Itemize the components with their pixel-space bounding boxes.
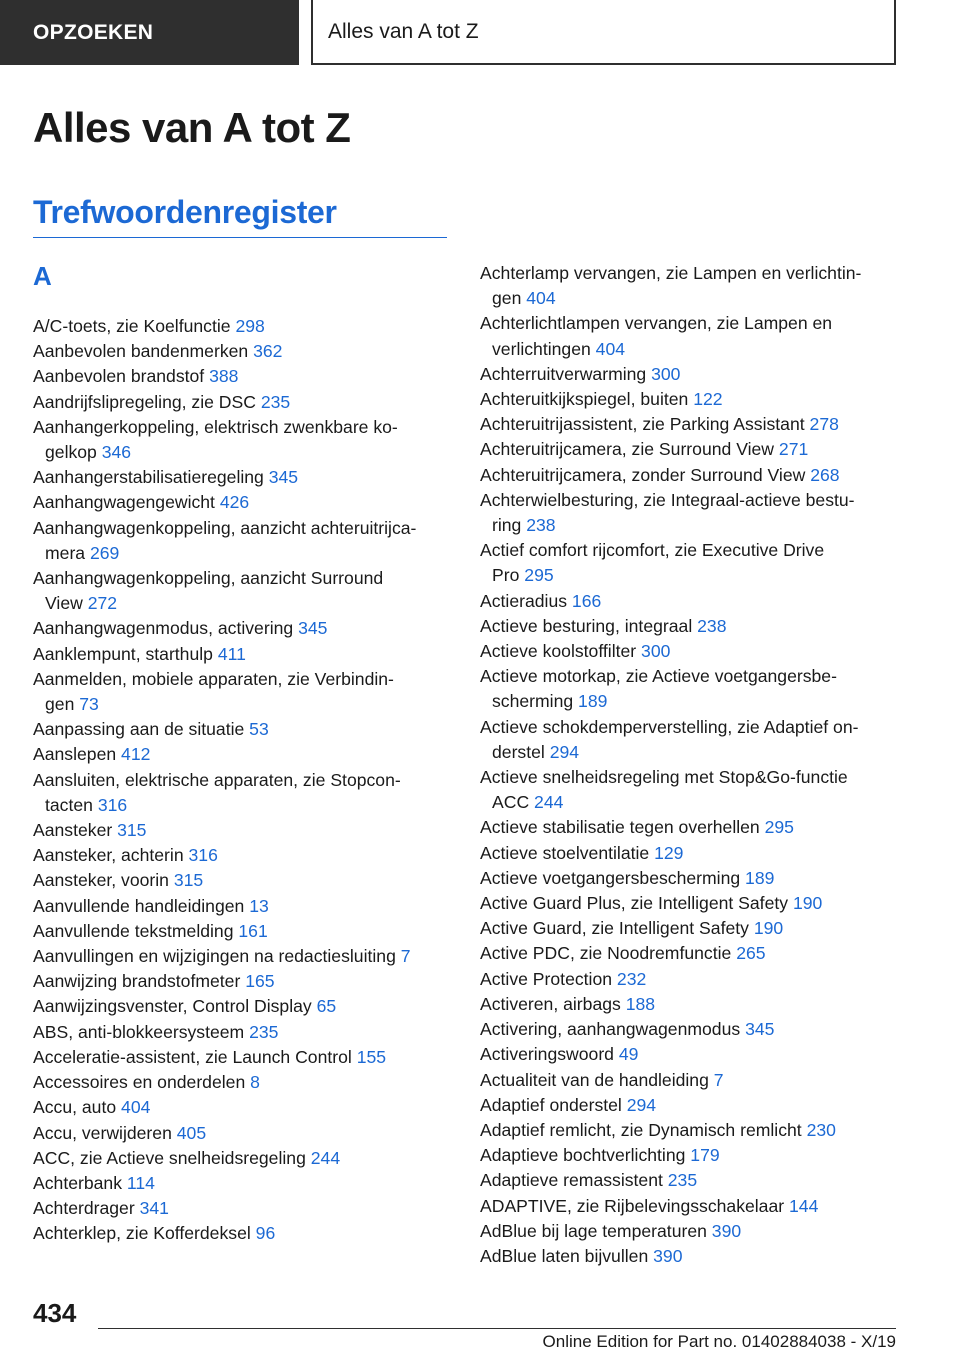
index-entry	[480, 891, 900, 916]
page-reference-link[interactable]: 165	[245, 971, 275, 992]
index-entry	[33, 768, 453, 818]
page-reference-link[interactable]: 405	[176, 1122, 207, 1143]
index-entry-text: Aansteker	[33, 820, 118, 841]
index-entry-text: mera	[45, 542, 90, 563]
index-entry-text: Aanhangwagengewicht	[33, 492, 220, 513]
index-entry	[33, 969, 453, 994]
page-title: Alles van A tot Z	[33, 104, 351, 151]
page-reference-link[interactable]: 13	[249, 895, 269, 916]
page-reference-link[interactable]: 404	[595, 338, 626, 359]
index-entry-text: Achterlichtlampen vervangen, zie Lampen en	[480, 313, 833, 334]
page-reference-link[interactable]: 188	[625, 993, 656, 1014]
index-entry-text: AdBlue laten bijvullen	[480, 1245, 654, 1266]
page-reference-link[interactable]: 390	[653, 1245, 683, 1266]
index-entry-text: Actieradius	[480, 590, 572, 611]
page-reference-link[interactable]: 49	[618, 1044, 639, 1065]
page-reference-link[interactable]: 271	[778, 439, 809, 460]
index-entry	[33, 616, 453, 641]
index-entry-text: Adaptieve bochtverlichting	[480, 1145, 691, 1166]
page-reference-link[interactable]: 295	[524, 565, 554, 586]
index-entry-text: Aanbevolen brandstof	[33, 366, 210, 387]
page-reference-link[interactable]: 190	[792, 893, 823, 914]
page-reference-link[interactable]: 65	[316, 996, 337, 1017]
index-entry	[33, 1045, 453, 1070]
index-entry	[480, 1093, 900, 1118]
index-entry	[480, 311, 900, 361]
index-entry	[480, 261, 900, 311]
page-reference-link[interactable]: 189	[745, 867, 775, 888]
index-entry-text: Adaptief onderstel	[480, 1094, 627, 1115]
index-entry	[33, 415, 453, 465]
page-reference-link[interactable]: 238	[697, 615, 727, 636]
page-number: 434	[33, 1298, 77, 1328]
index-entry	[480, 841, 900, 866]
index-entry	[480, 1017, 900, 1042]
index-entry-text: Aanslepen	[33, 744, 122, 765]
footer-divider	[98, 1328, 896, 1329]
page-reference-link[interactable]: 346	[101, 442, 132, 463]
index-entry	[480, 765, 900, 815]
page-reference-link[interactable]: 96	[255, 1223, 276, 1244]
index-entry	[480, 715, 900, 765]
page-reference-link[interactable]: 345	[745, 1019, 775, 1040]
index-entry	[33, 364, 453, 389]
index-entry	[480, 1143, 900, 1168]
page-reference-link[interactable]: 300	[641, 641, 671, 662]
index-entry	[33, 894, 453, 919]
page-reference-link[interactable]: 426	[219, 492, 250, 513]
index-entry	[33, 1121, 453, 1146]
page-reference-link[interactable]: 298	[235, 316, 265, 336]
index-entry-text: Actieve stoelventilatie	[480, 842, 655, 863]
page-reference-link[interactable]: 114	[126, 1172, 155, 1193]
index-entry-text: Achteruitrijassistent, zie Parking Assistant	[480, 414, 810, 435]
page-reference-link[interactable]: 315	[173, 870, 204, 891]
index-entry-text: Aansluiten, elektrische apparaten, zie Stopcon-	[33, 769, 401, 790]
page-reference-link[interactable]: 244	[310, 1147, 341, 1168]
index-entry-text: Accessoires en onderdelen	[33, 1072, 251, 1093]
index-letter-heading: A	[33, 261, 52, 291]
index-entry	[33, 465, 453, 490]
index-entry	[480, 463, 900, 488]
index-entry	[480, 1042, 900, 1067]
footer-edition-text: Online Edition for Part no. 01402884038 - X/19	[542, 1332, 896, 1351]
index-entry-text: Actieve schokdemperverstelling, zie Adaptief on-	[480, 716, 859, 737]
page-reference-link[interactable]: 316	[97, 794, 128, 815]
index-entry	[33, 818, 453, 843]
index-entry	[33, 843, 453, 868]
index-entry-text: verlichtingen	[492, 338, 596, 359]
page-reference-link[interactable]: 412	[121, 744, 151, 765]
index-entry-text: Activeren, airbags	[480, 993, 626, 1014]
index-entry	[33, 944, 453, 969]
index-entry-text: Aanhangerkoppeling, elektrisch zwenkbare ko-	[33, 416, 398, 437]
index-entry	[480, 538, 900, 588]
page-reference-link[interactable]: 235	[249, 1021, 279, 1042]
index-entry-text: Adaptief remlicht, zie Dynamisch remlicht	[480, 1119, 807, 1140]
index-entry	[480, 1219, 900, 1244]
index-entry-text: Achterruitverwarming	[480, 363, 652, 384]
page-reference-link[interactable]: 295	[764, 817, 794, 838]
index-entry-text: Aanwijzing brandstofmeter	[33, 971, 246, 992]
index-entry	[33, 1020, 453, 1045]
section-tab-lookup[interactable]	[0, 0, 299, 65]
index-entry	[33, 868, 453, 893]
index-entry-text: A/C-toets, zie Koelfunctie	[33, 316, 236, 336]
index-entry-text: Aanklempunt, starthulp	[33, 643, 218, 664]
page-reference-link[interactable]: 404	[121, 1097, 151, 1118]
page-reference-link[interactable]: 53	[249, 719, 269, 740]
index-entry-text: Achterbank	[33, 1172, 127, 1193]
page-reference-link[interactable]: 278	[809, 414, 839, 435]
index-entry	[33, 1221, 453, 1246]
section-subtitle: Trefwoordenregister	[33, 194, 447, 238]
index-entry	[33, 919, 453, 944]
page-reference-link[interactable]: 122	[693, 389, 723, 410]
index-entry-text: Achterklep, zie Kofferdeksel	[33, 1223, 256, 1244]
index-entry	[33, 667, 453, 717]
index-entry-text: ring	[492, 515, 527, 536]
index-entry	[480, 589, 900, 614]
page-reference-link[interactable]: 230	[806, 1119, 836, 1140]
index-entry-text: Aanpassing aan de situatie	[33, 719, 250, 740]
index-entry-text: Accu, auto	[33, 1097, 122, 1118]
index-entry-text: Adaptieve remassistent	[480, 1170, 668, 1191]
index-entry-text: Activering, aanhangwagenmodus	[480, 1019, 746, 1040]
index-entry-text: Actualiteit van de handleiding	[480, 1069, 714, 1090]
section-tab-label: OPZOEKEN	[33, 20, 154, 44]
page-reference-link[interactable]: 345	[298, 618, 328, 639]
index-entry-text: gen	[45, 694, 80, 715]
index-entry-text: derstel	[492, 741, 550, 762]
index-entry-text: Aansteker, achterin	[33, 845, 189, 866]
index-entry-text: Achterwielbesturing, zie Integraal-actieve bestu-	[480, 489, 855, 510]
index-entry	[33, 566, 453, 616]
index-entry	[480, 639, 900, 664]
index-entry-text: Actieve stabilisatie tegen overhellen	[480, 817, 765, 838]
page-reference-link[interactable]: 272	[87, 593, 118, 614]
index-entry-text: Aanhangwagenkoppeling, aanzicht Surround	[33, 568, 384, 589]
index-entry-text: tacten	[45, 794, 98, 815]
page-reference-link[interactable]: 232	[616, 968, 647, 989]
page-reference-link[interactable]: 269	[89, 542, 120, 563]
page-reference-link[interactable]: 300	[651, 363, 681, 384]
page-reference-link[interactable]: 235	[667, 1170, 698, 1191]
index-entry-text: Activeringswoord	[480, 1044, 619, 1065]
index-entry-text: Actieve snelheidsregeling met Stop&Go-functie	[480, 767, 848, 788]
page-reference-link[interactable]: 238	[526, 515, 556, 536]
index-entry	[33, 994, 453, 1019]
page-reference-link[interactable]: 341	[139, 1198, 169, 1219]
page-reference-link[interactable]: 7	[713, 1069, 724, 1090]
chapter-header-label: Alles van A tot Z	[328, 19, 479, 43]
index-entry	[33, 1095, 453, 1120]
index-entry-text: ACC	[492, 792, 535, 813]
index-entry-text: Actieve voetgangersbescherming	[480, 867, 746, 888]
page-reference-link[interactable]: 129	[654, 842, 684, 863]
index-entry-text: Actief comfort rijcomfort, zie Executive Drive	[480, 540, 825, 561]
page-reference-link[interactable]: 7	[400, 946, 411, 967]
index-entry-text: View	[45, 593, 88, 614]
index-entry-text: Achteruitrijcamera, zonder Surround View	[480, 464, 811, 485]
index-entry-text: ABS, anti-blokkeersysteem	[33, 1021, 250, 1042]
index-entry	[33, 1070, 453, 1095]
index-entry-text: gen	[492, 288, 527, 309]
index-entry-text: Aanvullende handleidingen	[33, 895, 250, 916]
index-entry	[480, 866, 900, 891]
page-reference-link[interactable]: 189	[578, 691, 608, 712]
index-entry-text: gelkop	[45, 442, 102, 463]
index-entry-text: Active PDC, zie Noodremfunctie	[480, 943, 737, 964]
index-entry	[33, 490, 453, 515]
index-entry	[480, 488, 900, 538]
page-reference-link[interactable]: 8	[250, 1072, 260, 1093]
page-reference-link[interactable]: 315	[117, 820, 147, 841]
page-reference-link[interactable]: 73	[79, 694, 99, 715]
index-entry	[480, 815, 900, 840]
page-reference-link[interactable]: 316	[188, 845, 218, 866]
page-reference-link[interactable]: 155	[356, 1046, 387, 1067]
index-entry	[480, 967, 900, 992]
index-column-right	[480, 261, 900, 1269]
index-entry	[33, 1196, 453, 1221]
page-reference-link[interactable]: 411	[217, 643, 246, 664]
index-entry-text: Aanbevolen bandenmerken	[33, 341, 254, 362]
index-entry-text: Aanvullingen en wijzigingen na redactiesluiting	[33, 946, 401, 967]
index-entry	[480, 387, 900, 412]
index-entry	[480, 437, 900, 462]
index-entry-text: Active Guard Plus, zie Intelligent Safety	[480, 893, 793, 914]
index-entry-text: AdBlue bij lage temperaturen	[480, 1220, 712, 1241]
index-entry	[480, 1194, 900, 1219]
page-reference-link[interactable]: 144	[789, 1195, 819, 1216]
index-entry	[480, 1168, 900, 1193]
index-entry-text: ACC, zie Actieve snelheidsregeling	[33, 1147, 311, 1168]
index-entry-text: Aanhangerstabilisatieregeling	[33, 467, 269, 488]
index-entry-text: Aanhangwagenmodus, activering	[33, 618, 299, 639]
index-entry-text: Active Guard, zie Intelligent Safety	[480, 918, 754, 939]
chapter-header	[311, 0, 896, 65]
page-reference-link[interactable]: 294	[626, 1094, 657, 1115]
page-reference-link[interactable]: 362	[253, 341, 283, 362]
index-entry-text: Achterdrager	[33, 1198, 140, 1219]
index-entry	[33, 390, 453, 415]
page-reference-link[interactable]: 244	[534, 792, 564, 813]
page-reference-link[interactable]: 166	[571, 590, 602, 611]
page-reference-link[interactable]: 390	[711, 1220, 742, 1241]
index-entry	[33, 717, 453, 742]
index-entry-text: Actieve besturing, integraal	[480, 615, 698, 636]
page-reference-link[interactable]: 345	[268, 467, 299, 488]
index-entry	[480, 916, 900, 941]
index-entry	[480, 1118, 900, 1143]
page-reference-link[interactable]: 268	[810, 464, 840, 485]
index-entry	[480, 412, 900, 437]
index-entry	[33, 339, 453, 364]
index-entry	[480, 1068, 900, 1093]
index-entry-text: Achteruitkijkspiegel, buiten	[480, 389, 694, 410]
index-entry	[33, 1146, 453, 1171]
page-reference-link[interactable]: 179	[690, 1145, 720, 1166]
index-entry-text: Active Protection	[480, 968, 617, 989]
index-entry-text: ADAPTIVE, zie Rijbelevingsschakelaar	[480, 1195, 789, 1216]
index-entry	[480, 614, 900, 639]
page-reference-link[interactable]: 294	[549, 741, 580, 762]
index-entry-text: Aanhangwagenkoppeling, aanzicht achteruitrijca-	[33, 517, 417, 538]
index-entry	[480, 992, 900, 1017]
index-column-left	[33, 314, 453, 1247]
index-entry-text: Aandrijfslipregeling, zie DSC	[33, 391, 261, 412]
page-reference-link[interactable]: 235	[260, 391, 291, 412]
index-entry	[33, 1171, 453, 1196]
index-entry-text: Aanwijzingsvenster, Control Display	[33, 996, 317, 1017]
page-reference-link[interactable]: 388	[209, 366, 239, 387]
index-entry-text: Aansteker, voorin	[33, 870, 174, 891]
index-entry	[480, 362, 900, 387]
index-entry	[33, 642, 453, 667]
index-entry-text: Aanvullende tekstmelding	[33, 920, 239, 941]
index-entry-text: Achteruitrijcamera, zie Surround View	[480, 439, 779, 460]
index-entry-text: Actieve koolstoffilter	[480, 641, 642, 662]
index-entry-text: scherming	[492, 691, 579, 712]
index-entry-text: Pro	[492, 565, 525, 586]
index-entry	[33, 742, 453, 767]
index-entry-text: Acceleratie-assistent, zie Launch Control	[33, 1046, 357, 1067]
page-reference-link[interactable]: 161	[238, 920, 268, 941]
page-reference-link[interactable]: 404	[526, 288, 556, 309]
index-entry	[33, 516, 453, 566]
page-reference-link[interactable]: 190	[753, 918, 784, 939]
index-entry	[33, 314, 453, 339]
page-reference-link[interactable]: 265	[736, 943, 766, 964]
index-entry	[480, 1244, 900, 1269]
index-entry-text: Actieve motorkap, zie Actieve voetgangersbe-	[480, 666, 837, 687]
index-entry	[480, 664, 900, 714]
index-entry	[480, 941, 900, 966]
index-entry-text: Aanmelden, mobiele apparaten, zie Verbindin-	[33, 668, 394, 689]
index-entry-text: Achterlamp vervangen, zie Lampen en verlichtin-	[480, 263, 862, 283]
index-entry-text: Accu, verwijderen	[33, 1122, 177, 1143]
